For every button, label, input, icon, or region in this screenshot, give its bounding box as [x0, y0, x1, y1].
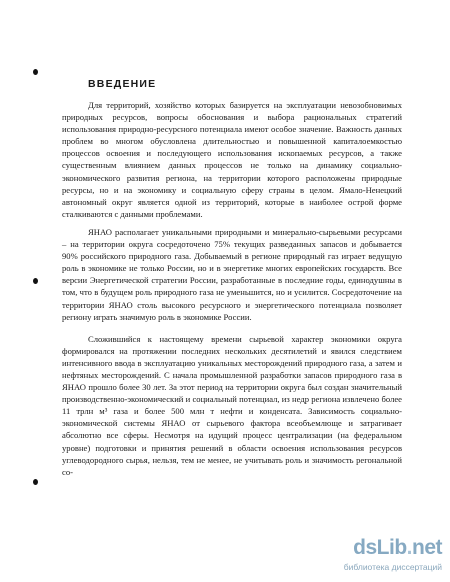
margin-mark-bottom: [33, 479, 38, 485]
dslib-watermark: [342, 536, 450, 582]
paragraph-3: Сложившийся к настоящему времени сырьевой характер экономики округа формировался на протяжении последних нескольких десятилетий и явился следствием интенсивного ввода в эксплуатацию уникальных месторождений природного газа, а затем и нефтяных месторождений. С начала промышленной разработки запасов природного газа в ЯНАО прошло более 30 лет. За этот период на территории округа был создан значительный производственно-экономический и социальный потенциал, из недр региона извлечено более 11 трлн м³ газа и более 500 млн т нефти и конденсата. Зависимость социально-экономической системы ЯНАО от сырьевого фактора всеобъемлюще и затрагивает абсолютно все сферы. Несмотря на идущий процесс централизации (на федеральном уровне) подготовки и принятия решений в области освоения использования ресурсов углеводородного сырья, нельзя, тем не менее, не учитывать роль и значимость регональной со-: [62, 333, 402, 477]
margin-mark-middle: [33, 278, 38, 284]
margin-mark-top: [33, 69, 38, 75]
logo-part-1: dsLib: [353, 536, 407, 559]
paragraph-1: Для территорий, хозяйство которых базируется на эксплуатации невозобновимых природных ресурсов, вопросы обоснования и выбора рациональных стратегий использования природно-ресурсного потенциала имеют особое значение. Важность данных проблем во многом обусловлена длительностью и повышенной капиталоемкостью процессов освоения и последующего использования ископаемых ресурсов, а также существенным влиянием данных процессов не только на динамику социально-экономического развития региона, на территории которого расположены природные ресурсы, но и на экономику и социальную сферу страны в целом. Ямало-Ненецкий автономный округ является одной из территорий, которые в наиболее острой форме сталкиваются с данными проблемами.: [62, 100, 402, 219]
logo-part-2: net: [412, 536, 442, 559]
dslib-logo: [353, 536, 442, 560]
body-text: [62, 99, 402, 484]
paragraph-2: ЯНАО располагает уникальными природными и минерально-сырьевыми ресурсами – на территории округа сосредоточено 75% текущих разведанных запасов и добывается 90% российского природного газа. Добываемый в регионе природный газ играет ведущую роль в экономике не только России, но и в энергетике многих европейских государств. Все версии Энергетической стратегии России, разработанные в последние годы, единодушны в том, что в будущем роль природного газа не уменьшится, но и усилится. Сосредоточение на территории ЯНАО столь высокого ресурсного и энергетического потенциала позволяет региону играть значимую роль в экономике России.: [62, 226, 402, 322]
watermark-subtitle: библиотека диссертаций: [343, 562, 442, 572]
section-heading: ВВЕДЕНИЕ: [88, 78, 157, 90]
logo-dot: .: [406, 536, 412, 559]
